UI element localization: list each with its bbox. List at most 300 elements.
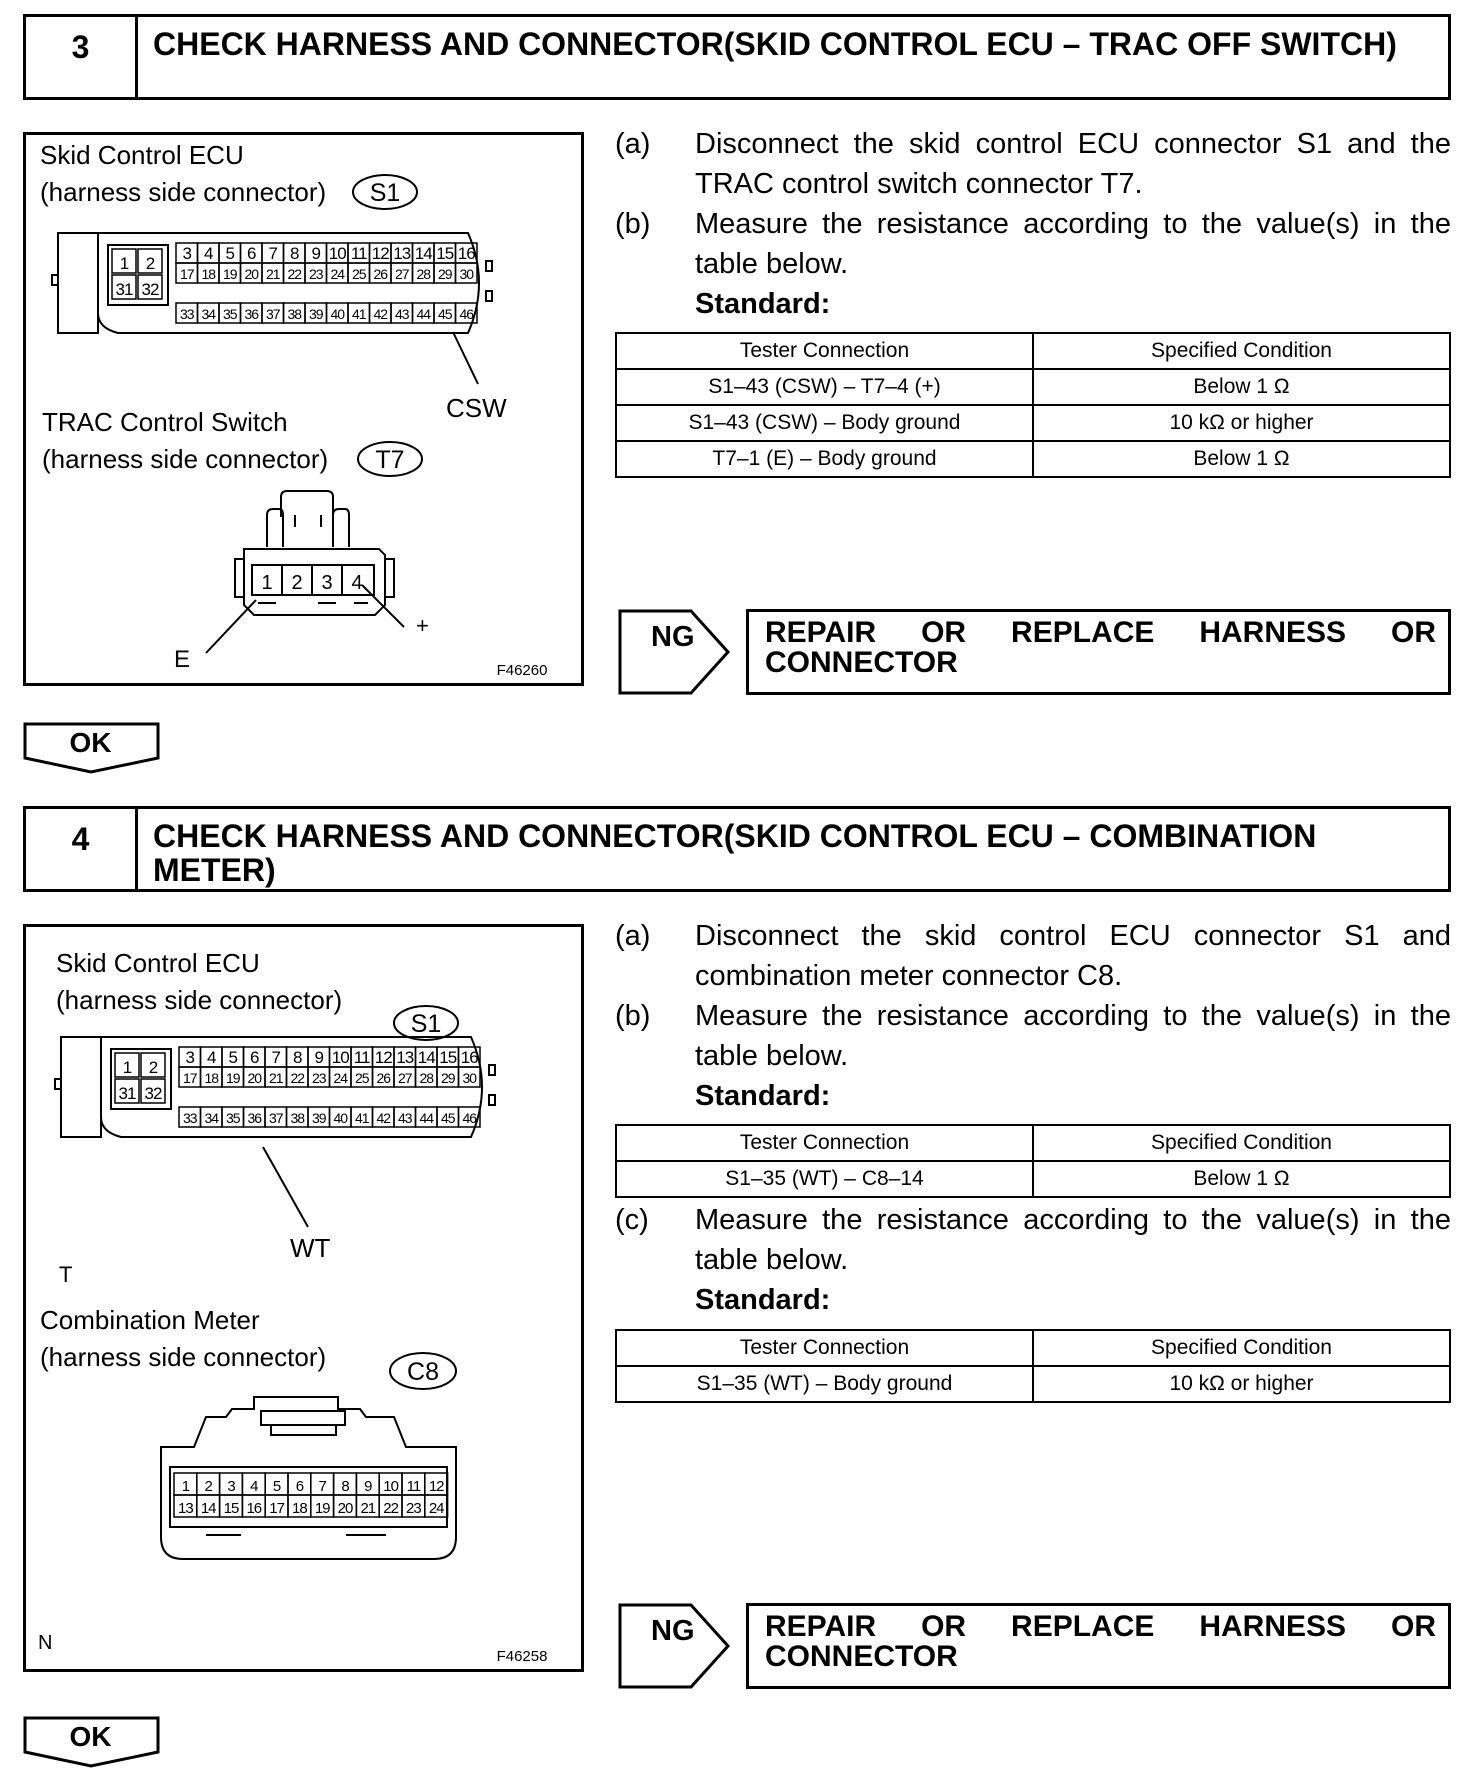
pin-number: 36 (247, 1110, 262, 1126)
pin-number: 13 (396, 1048, 414, 1067)
instruction-c (615, 1200, 1451, 1280)
pin-12 (370, 243, 392, 263)
pin-23 (308, 1067, 330, 1087)
pin-8 (284, 243, 306, 263)
pin-26 (373, 1067, 395, 1087)
pin-28 (416, 1067, 438, 1087)
pin-number: 9 (311, 244, 320, 263)
ng-label: NG (651, 621, 695, 653)
pin-number: 8 (290, 244, 299, 263)
pin-17 (176, 263, 198, 283)
pin-number: 10 (328, 244, 346, 263)
pin-13 (394, 1047, 416, 1067)
table-cell: Below 1 Ω (1033, 441, 1450, 477)
pin-43 (391, 303, 413, 323)
pin-number: 7 (318, 1478, 326, 1495)
pin-number: 8 (293, 1048, 302, 1067)
pin-13 (174, 1495, 197, 1517)
pin-number: 5 (225, 244, 234, 263)
column-header: Tester Connection (616, 1125, 1033, 1161)
table-row (616, 369, 1450, 405)
switch-sublabel: (harness side connector) (42, 444, 329, 474)
table-header-row (616, 1330, 1450, 1366)
instruction-label: (c) (615, 1204, 649, 1236)
pin-number: 9 (364, 1478, 372, 1495)
pin-2: 2 (291, 572, 303, 594)
pin-8 (287, 1047, 309, 1067)
step-number: 4 (26, 809, 138, 889)
ecu-connector-drawing (52, 233, 492, 333)
pin-number: 41 (351, 306, 366, 322)
pin-number: 31 (115, 280, 133, 299)
pin-number: 45 (440, 1110, 455, 1126)
pin-42 (373, 1107, 395, 1127)
pin-38 (287, 1107, 309, 1127)
pin-number: 27 (397, 1070, 412, 1086)
pin-number: 26 (376, 1070, 391, 1086)
pin-35 (219, 303, 241, 323)
ecu-label: Skid Control ECU (40, 140, 244, 170)
pin-number: 4 (204, 244, 213, 263)
table-cell: Below 1 Ω (1033, 369, 1450, 405)
pin-40 (327, 303, 349, 323)
ecu-label: Skid Control ECU (56, 948, 260, 978)
pin-number: 28 (416, 266, 431, 282)
pin-39 (305, 303, 327, 323)
pin-number: 41 (354, 1110, 369, 1126)
pin-number: 18 (201, 266, 216, 282)
plus-label: + (416, 613, 429, 638)
pin-15 (437, 1047, 459, 1067)
pin-number: 12 (374, 1048, 392, 1067)
pin-19 (222, 1067, 244, 1087)
pin-number: 17 (179, 266, 194, 282)
pin-number: 9 (314, 1048, 323, 1067)
pin-number: 20 (247, 1070, 262, 1086)
step-4-figure (23, 924, 584, 1672)
pin-number: 6 (247, 244, 256, 263)
pin-number: 12 (371, 244, 389, 263)
pin-number: 4 (250, 1478, 258, 1495)
pin-41 (348, 303, 370, 323)
instruction-text: Measure the resistance according to the value(s) in the table below. (695, 208, 1451, 280)
table-header-row (616, 333, 1450, 369)
pin-34 (201, 1107, 223, 1127)
pin-12 (425, 1473, 448, 1495)
pin-number: 5 (228, 1048, 237, 1067)
pin-number: 38 (290, 1110, 305, 1126)
pin-44 (413, 303, 435, 323)
pin-13 (391, 243, 413, 263)
pin-number: 26 (373, 266, 388, 282)
pin-number: 13 (393, 244, 411, 263)
ng-action: REPAIR OR REPLACE HARNESS OR CONNECTOR (746, 1603, 1451, 1689)
table-row (616, 1161, 1450, 1197)
instruction-label: (a) (615, 128, 651, 160)
pin-number: 25 (351, 266, 366, 282)
pin-40 (330, 1107, 352, 1127)
pin-6 (241, 243, 263, 263)
pin-number: 36 (244, 306, 259, 322)
pin-number: 27 (394, 266, 409, 282)
pin-5 (222, 1047, 244, 1067)
csw-leader-line (453, 332, 478, 384)
pin-number: 37 (265, 306, 280, 322)
pin-number: 7 (271, 1048, 280, 1067)
pin-number: 18 (204, 1070, 219, 1086)
pin-5 (219, 243, 241, 263)
pin-4 (198, 243, 220, 263)
step-3-figure (23, 132, 584, 686)
pin-6 (244, 1047, 266, 1067)
pin-number: 43 (397, 1110, 412, 1126)
pin-number: 19 (314, 1500, 330, 1517)
standard-label: Standard: (695, 288, 831, 320)
pin-14 (416, 1047, 438, 1067)
step-3-instructions (615, 124, 1451, 324)
standard-label: Standard: (695, 1284, 831, 1316)
step-3-diagram (26, 135, 582, 684)
instruction-label: (b) (615, 208, 651, 240)
pin-23 (402, 1495, 425, 1517)
pin-number: 10 (331, 1048, 349, 1067)
pin-number: 3 (185, 1048, 194, 1067)
pin-number: 44 (416, 306, 431, 322)
pin-14 (197, 1495, 220, 1517)
step-title: CHECK HARNESS AND CONNECTOR(SKID CONTROL ECU – TRAC OFF SWITCH) (153, 26, 1397, 62)
pin-number: 12 (428, 1478, 444, 1495)
pin-14 (413, 243, 435, 263)
figure-id: F46260 (496, 662, 548, 679)
pin-33 (176, 303, 198, 323)
step-4-instructions-c (615, 1200, 1451, 1320)
pin-34 (198, 303, 220, 323)
t-label: T (59, 1262, 73, 1287)
pin-number: 30 (459, 266, 474, 282)
pin-number: 43 (394, 306, 409, 322)
pin-11 (348, 243, 370, 263)
pin-number: 35 (222, 306, 237, 322)
pin-number: 6 (250, 1048, 259, 1067)
pin-33 (179, 1107, 201, 1127)
pin-2 (197, 1473, 220, 1495)
pin-25 (348, 263, 370, 283)
pin-number: 31 (118, 1084, 136, 1103)
pin-45 (437, 1107, 459, 1127)
pin-number: 39 (311, 1110, 326, 1126)
pin-16 (242, 1495, 265, 1517)
pin-38 (284, 303, 306, 323)
step-3-ng-result (618, 609, 1451, 695)
pin-number: 3 (227, 1478, 235, 1495)
pin-17 (179, 1067, 201, 1087)
pin-9 (305, 243, 327, 263)
pin-27 (391, 263, 413, 283)
pin-32 (141, 1079, 165, 1103)
pin-number: 30 (462, 1070, 477, 1086)
table-cell: S1–35 (WT) – Body ground (616, 1366, 1033, 1402)
pin-number: 46 (462, 1110, 477, 1126)
pin-number: 1 (181, 1478, 190, 1495)
step-4-ok-result (23, 1716, 161, 1768)
pin-28 (413, 263, 435, 283)
pin-6 (288, 1473, 311, 1495)
pin-number: 35 (225, 1110, 240, 1126)
pin-number: 21 (360, 1500, 376, 1517)
pin-22 (287, 1067, 309, 1087)
column-header: Tester Connection (616, 333, 1033, 369)
pin-number: 24 (428, 1500, 444, 1517)
pin-37 (262, 303, 284, 323)
standard-label: Standard: (695, 1080, 831, 1112)
pin-7 (265, 1047, 287, 1067)
column-header: Specified Condition (1033, 1125, 1450, 1161)
pin-24 (330, 1067, 352, 1087)
pin-number: 19 (222, 266, 237, 282)
pin-29 (434, 263, 456, 283)
pin-1 (174, 1473, 197, 1495)
ok-label: OK (69, 727, 112, 758)
column-header: Specified Condition (1033, 333, 1450, 369)
instruction-text: Disconnect the skid control ECU connector S1 and combination meter connector C8. (695, 920, 1451, 992)
column-header: Tester Connection (616, 1330, 1033, 1366)
step-4-diagram (26, 927, 582, 1670)
pin-9 (356, 1473, 379, 1495)
table-cell: 10 kΩ or higher (1033, 405, 1450, 441)
pin-number: 19 (225, 1070, 240, 1086)
pin-number: 13 (178, 1500, 193, 1517)
pin-number: 33 (182, 1110, 197, 1126)
step-number: 3 (26, 17, 138, 97)
pin-number: 42 (373, 306, 388, 322)
pin-11 (351, 1047, 373, 1067)
pin-41 (351, 1107, 373, 1127)
pin-31 (112, 275, 136, 299)
pin-number: 24 (330, 266, 345, 282)
pin-number: 5 (272, 1478, 281, 1495)
pin-19 (219, 263, 241, 283)
n-label: N (38, 1632, 53, 1654)
pin-16 (456, 243, 478, 263)
pin-3 (179, 1047, 201, 1067)
pin-42 (370, 303, 392, 323)
pin-number: 32 (144, 1084, 162, 1103)
pin-19 (311, 1495, 334, 1517)
pin-number: 17 (182, 1070, 197, 1086)
pin-number: 45 (437, 306, 452, 322)
pin-number: 33 (179, 306, 194, 322)
ok-label: OK (69, 1721, 112, 1752)
instruction-label: (a) (615, 920, 651, 952)
pin-1: 1 (261, 572, 273, 594)
pin-number: 23 (308, 266, 323, 282)
pin-number: 11 (353, 1048, 370, 1067)
pin-number: 16 (460, 1048, 478, 1067)
wt-leader-line (263, 1147, 308, 1227)
step-4-spec-table-b (615, 1124, 1451, 1198)
pin-21 (265, 1067, 287, 1087)
pin-25 (351, 1067, 373, 1087)
pin-number: 2 (204, 1478, 212, 1495)
pin-26 (370, 263, 392, 283)
plus-leader-line (362, 585, 404, 627)
pin-number: 1 (122, 1058, 132, 1077)
pin-number: 14 (417, 1048, 435, 1067)
step-4-ng-result (618, 1603, 1451, 1689)
table-row (616, 405, 1450, 441)
pin-20 (241, 263, 263, 283)
pin-number: 40 (333, 1110, 348, 1126)
step-4-header (23, 806, 1451, 892)
instruction-label: (b) (615, 1000, 651, 1032)
pin-36 (244, 1107, 266, 1127)
pin-number: 1 (119, 254, 129, 273)
pin-10 (330, 1047, 352, 1067)
pin-7 (311, 1473, 334, 1495)
step-3-ok-result (23, 722, 161, 774)
pin-43 (394, 1107, 416, 1127)
step-4-instructions-ab (615, 916, 1451, 1116)
ecu-connector-code: S1 (410, 1010, 442, 1038)
pin-number: 10 (383, 1478, 398, 1495)
pin-7 (262, 243, 284, 263)
pin-12 (373, 1047, 395, 1067)
pin-27 (394, 1067, 416, 1087)
e-label: E (174, 646, 191, 673)
pin-number: 25 (354, 1070, 369, 1086)
ecu-sublabel: (harness side connector) (56, 985, 343, 1015)
pin-number: 23 (406, 1500, 421, 1517)
ng-label: NG (651, 1615, 695, 1647)
pin-39 (308, 1107, 330, 1127)
switch-label: TRAC Control Switch (42, 407, 288, 437)
pin-number: 2 (148, 1058, 158, 1077)
pin-11 (402, 1473, 425, 1495)
pin-number: 14 (414, 244, 432, 263)
trac-switch-connector-drawing (235, 491, 394, 615)
pin-22 (284, 263, 306, 283)
pin-3 (220, 1473, 243, 1495)
pin-number: 40 (330, 306, 345, 322)
pin-number: 18 (292, 1500, 307, 1517)
pin-number: 24 (333, 1070, 348, 1086)
pin-number: 15 (436, 244, 454, 263)
pin-number: 21 (265, 266, 280, 282)
instruction-b (615, 204, 1451, 284)
table-row (616, 1366, 1450, 1402)
table-cell: Below 1 Ω (1033, 1161, 1450, 1197)
pin-number: 42 (376, 1110, 391, 1126)
pin-number: 15 (439, 1048, 457, 1067)
pin-15 (220, 1495, 243, 1517)
pin-number: 22 (287, 266, 302, 282)
pin-number: 4 (207, 1048, 216, 1067)
instruction-b (615, 996, 1451, 1076)
pin-number: 2 (145, 254, 155, 273)
pin-number: 34 (204, 1110, 219, 1126)
pin-4 (242, 1473, 265, 1495)
pin-10 (327, 243, 349, 263)
pin-29 (437, 1067, 459, 1087)
pin-2 (141, 1053, 165, 1077)
ng-action: REPAIR OR REPLACE HARNESS OR CONNECTOR (746, 609, 1451, 695)
pin-number: 15 (223, 1500, 239, 1517)
ecu-sublabel: (harness side connector) (40, 177, 327, 207)
instruction-text: Disconnect the skid control ECU connector S1 and the TRAC control switch connector T7. (695, 128, 1451, 200)
pin-number: 16 (246, 1500, 262, 1517)
pin-number: 34 (201, 306, 216, 322)
pin-45 (434, 303, 456, 323)
pin-32 (138, 275, 162, 299)
pin-9 (308, 1047, 330, 1067)
pin-18 (288, 1495, 311, 1517)
pin-18 (198, 263, 220, 283)
pin-35 (222, 1107, 244, 1127)
e-leader-line (206, 600, 256, 653)
pin-2 (138, 249, 162, 273)
pin-number: 11 (406, 1478, 421, 1495)
pin-16 (459, 1047, 481, 1067)
table-cell: S1–35 (WT) – C8–14 (616, 1161, 1033, 1197)
pin-36 (241, 303, 263, 323)
meter-pins (174, 1473, 448, 1517)
step-3-spec-table (615, 332, 1451, 478)
table-cell: T7–1 (E) – Body ground (616, 441, 1033, 477)
meter-label: Combination Meter (40, 1305, 260, 1335)
pin-44 (416, 1107, 438, 1127)
instruction-a (615, 124, 1451, 204)
pin-number: 46 (459, 306, 474, 322)
pin-21 (262, 263, 284, 283)
pin-number: 21 (268, 1070, 283, 1086)
table-row (616, 441, 1450, 477)
pin-18 (201, 1067, 223, 1087)
column-header: Specified Condition (1033, 1330, 1450, 1366)
pin-number: 29 (440, 1070, 455, 1086)
pin-number: 29 (437, 266, 452, 282)
pin-4: 4 (351, 572, 363, 594)
pin-number: 8 (341, 1478, 349, 1495)
pin-5 (265, 1473, 288, 1495)
pin-24 (425, 1495, 448, 1517)
pin-number: 11 (350, 244, 367, 263)
meter-sublabel: (harness side connector) (40, 1342, 327, 1372)
pin-1 (115, 1053, 139, 1077)
pin-number: 32 (141, 280, 159, 299)
pin-number: 28 (419, 1070, 434, 1086)
pin-number: 20 (244, 266, 259, 282)
pin-number: 22 (290, 1070, 305, 1086)
step-title: CHECK HARNESS AND CONNECTOR(SKID CONTROL ECU – COMBINATION METER) (153, 818, 1317, 888)
pin-21 (356, 1495, 379, 1517)
pin-30 (456, 263, 478, 283)
pin-30 (459, 1067, 481, 1087)
instruction-text: Measure the resistance according to the value(s) in the table below. (695, 1000, 1451, 1072)
pin-3 (176, 243, 198, 263)
pin-24 (327, 263, 349, 283)
pin-number: 6 (295, 1478, 304, 1495)
table-cell: S1–43 (CSW) – Body ground (616, 405, 1033, 441)
pin-17 (265, 1495, 288, 1517)
pin-number: 22 (383, 1500, 398, 1517)
instruction-text: Measure the resistance according to the value(s) in the table below. (695, 1204, 1451, 1276)
figure-id: F46258 (496, 1648, 548, 1665)
instruction-a (615, 916, 1451, 996)
pin-number: 20 (337, 1500, 353, 1517)
pin-number: 39 (308, 306, 323, 322)
switch-connector-code: T7 (375, 446, 405, 474)
ecu-connector-drawing (55, 1037, 495, 1137)
